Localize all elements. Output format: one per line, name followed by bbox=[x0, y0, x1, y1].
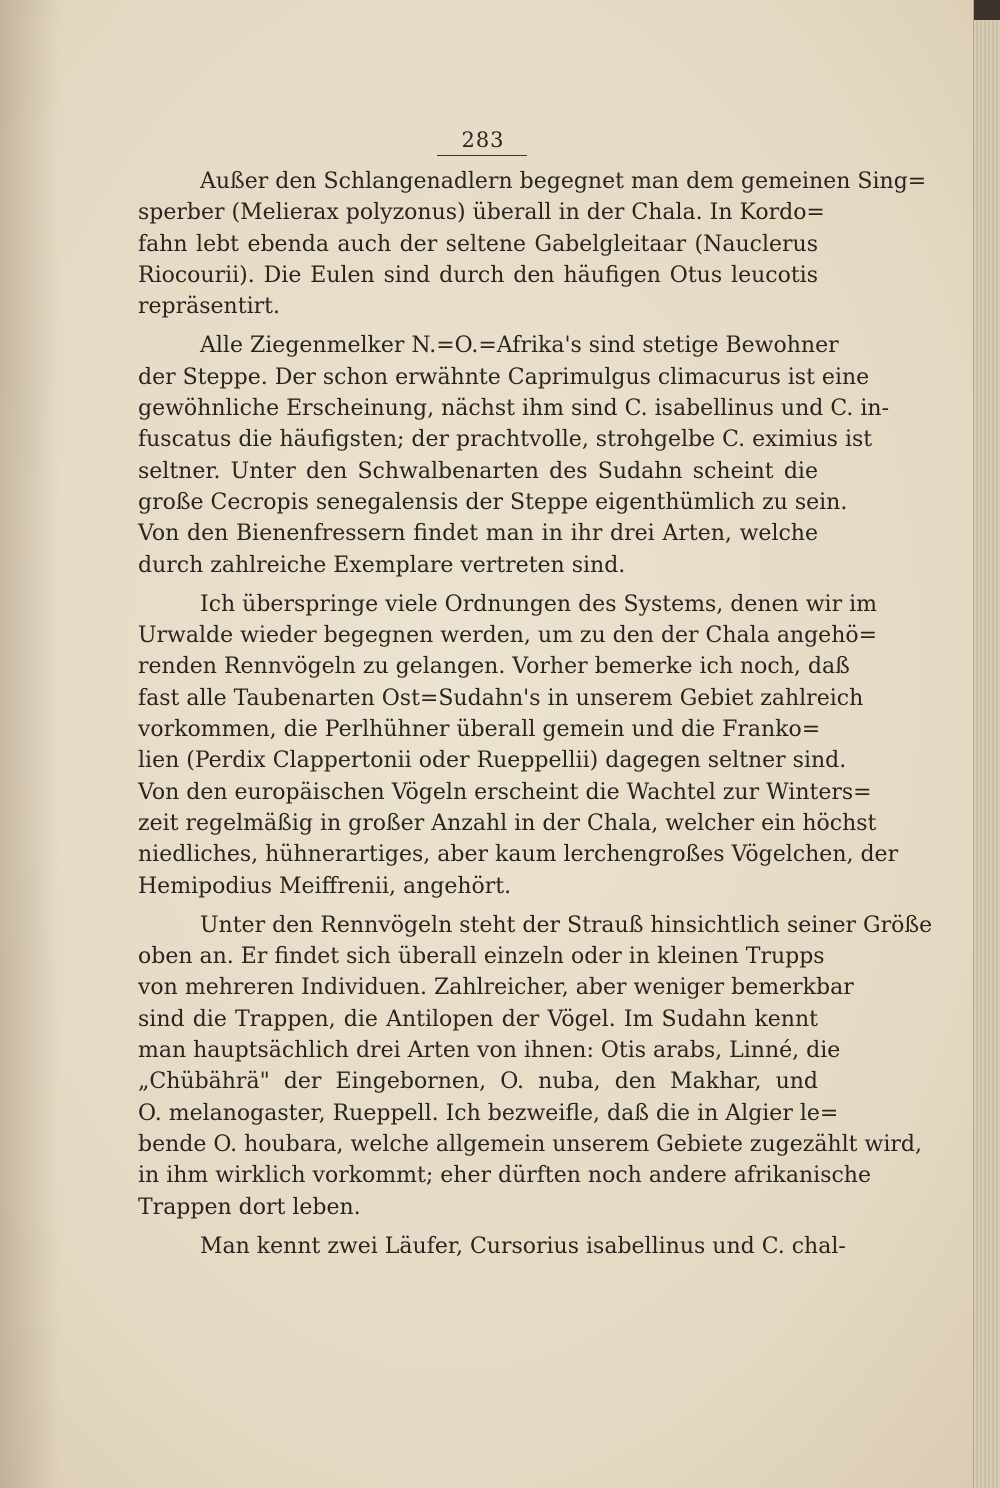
gutter-shadow bbox=[0, 0, 60, 1488]
text-line: gewöhnliche Erscheinung, nächst ihm sind C. isabellinus und C. in- bbox=[138, 396, 890, 422]
text-line: Alle Ziegenmelker N.=O.=Afrika's sind stetige Bewohner bbox=[200, 333, 839, 359]
text-line: lien (Perdix Clappertonii oder Rueppellii) dagegen seltner sind. bbox=[138, 748, 847, 774]
text-line: Unter den Rennvögeln steht der Strauß hinsichtlich seiner Größe bbox=[200, 912, 933, 938]
text-line: fahn lebt ebenda auch der seltene Gabelgleitaar (Nauclerus bbox=[138, 231, 818, 257]
body-text bbox=[138, 166, 933, 1262]
text-line: niedliches, hühnerartiges, aber kaum lerchengroßes Vögelchen, der bbox=[138, 842, 899, 868]
text-line: Urwalde wieder begegnen werden, um zu den der Chala angehö= bbox=[138, 623, 878, 649]
text-line: große Cecropis senegalensis der Steppe eigenthümlich zu sein. bbox=[138, 489, 848, 515]
text-line: Ich überspringe viele Ordnungen des Systems, denen wir im bbox=[200, 591, 877, 617]
text-line: bende O. houbara, welche allgemein unserem Gebiete zugezählt wird, bbox=[138, 1131, 922, 1157]
text-line: der Steppe. Der schon erwähnte Caprimulgus climacurus ist eine bbox=[138, 364, 870, 390]
text-line: Hemipodius Meiffrenii, angehört. bbox=[138, 873, 512, 899]
text-line: von mehreren Individuen. Zahlreicher, aber weniger bemerkbar bbox=[138, 975, 854, 1001]
text-line: zeit regelmäßig in großer Anzahl in der Chala, welcher ein höchst bbox=[138, 810, 877, 836]
page-number-rule bbox=[437, 155, 527, 156]
text-line: Trappen dort leben. bbox=[138, 1194, 361, 1220]
text-line: vorkommen, die Perlhühner überall gemein und die Franko= bbox=[138, 717, 821, 743]
text-line: Außer den Schlangenadlern begegnet man dem gemeinen Sing= bbox=[200, 169, 927, 194]
text-line: O. melanogaster, Rueppell. Ich bezweifle, daß die in Algier le= bbox=[138, 1100, 839, 1126]
text-line: oben an. Er findet sich überall einzeln oder in kleinen Trupps bbox=[138, 944, 825, 970]
text-line: sperber (Melierax polyzonus) überall in der Chala. In Kordo= bbox=[138, 200, 825, 226]
page-number: 283 bbox=[461, 128, 505, 152]
text-line: in ihm wirklich vorkommt; eher dürften noch andere afrikanische bbox=[138, 1163, 871, 1189]
text-line: Man kennt zwei Läufer, Cursorius isabellinus und C. chal- bbox=[200, 1233, 846, 1259]
text-line: seltner. Unter den Schwalbenarten des Sudahn scheint die bbox=[138, 458, 818, 484]
page-edges bbox=[973, 0, 1000, 1488]
text-line: fast alle Taubenarten Ost=Sudahn's in unserem Gebiet zahlreich bbox=[138, 685, 864, 711]
text-line: Riocourii). Die Eulen sind durch den häufigen Otus leucotis bbox=[138, 262, 818, 288]
text-line: fuscatus die häufigsten; der prachtvolle, strohgelbe C. eximius ist bbox=[138, 427, 873, 453]
text-line: „Chübährä" der Eingebornen, O. nuba, den Makhar, und bbox=[138, 1069, 818, 1095]
page-edge-top bbox=[974, 0, 1000, 20]
text-line: man hauptsächlich drei Arten von ihnen: Otis arabs, Linné, die bbox=[138, 1038, 841, 1064]
text-line: sind die Trappen, die Antilopen der Vögel. Im Sudahn kennt bbox=[138, 1006, 818, 1032]
text-line: durch zahlreiche Exemplare vertreten sind. bbox=[138, 552, 626, 578]
text-line: renden Rennvögeln zu gelangen. Vorher bemerke ich noch, daß bbox=[138, 654, 850, 680]
text-line: Von den europäischen Vögeln erscheint die Wachtel zur Winters= bbox=[138, 779, 872, 805]
text-line: repräsentirt. bbox=[138, 294, 280, 320]
text-line: Von den Bienenfressern findet man in ihr drei Arten, welche bbox=[138, 521, 818, 547]
